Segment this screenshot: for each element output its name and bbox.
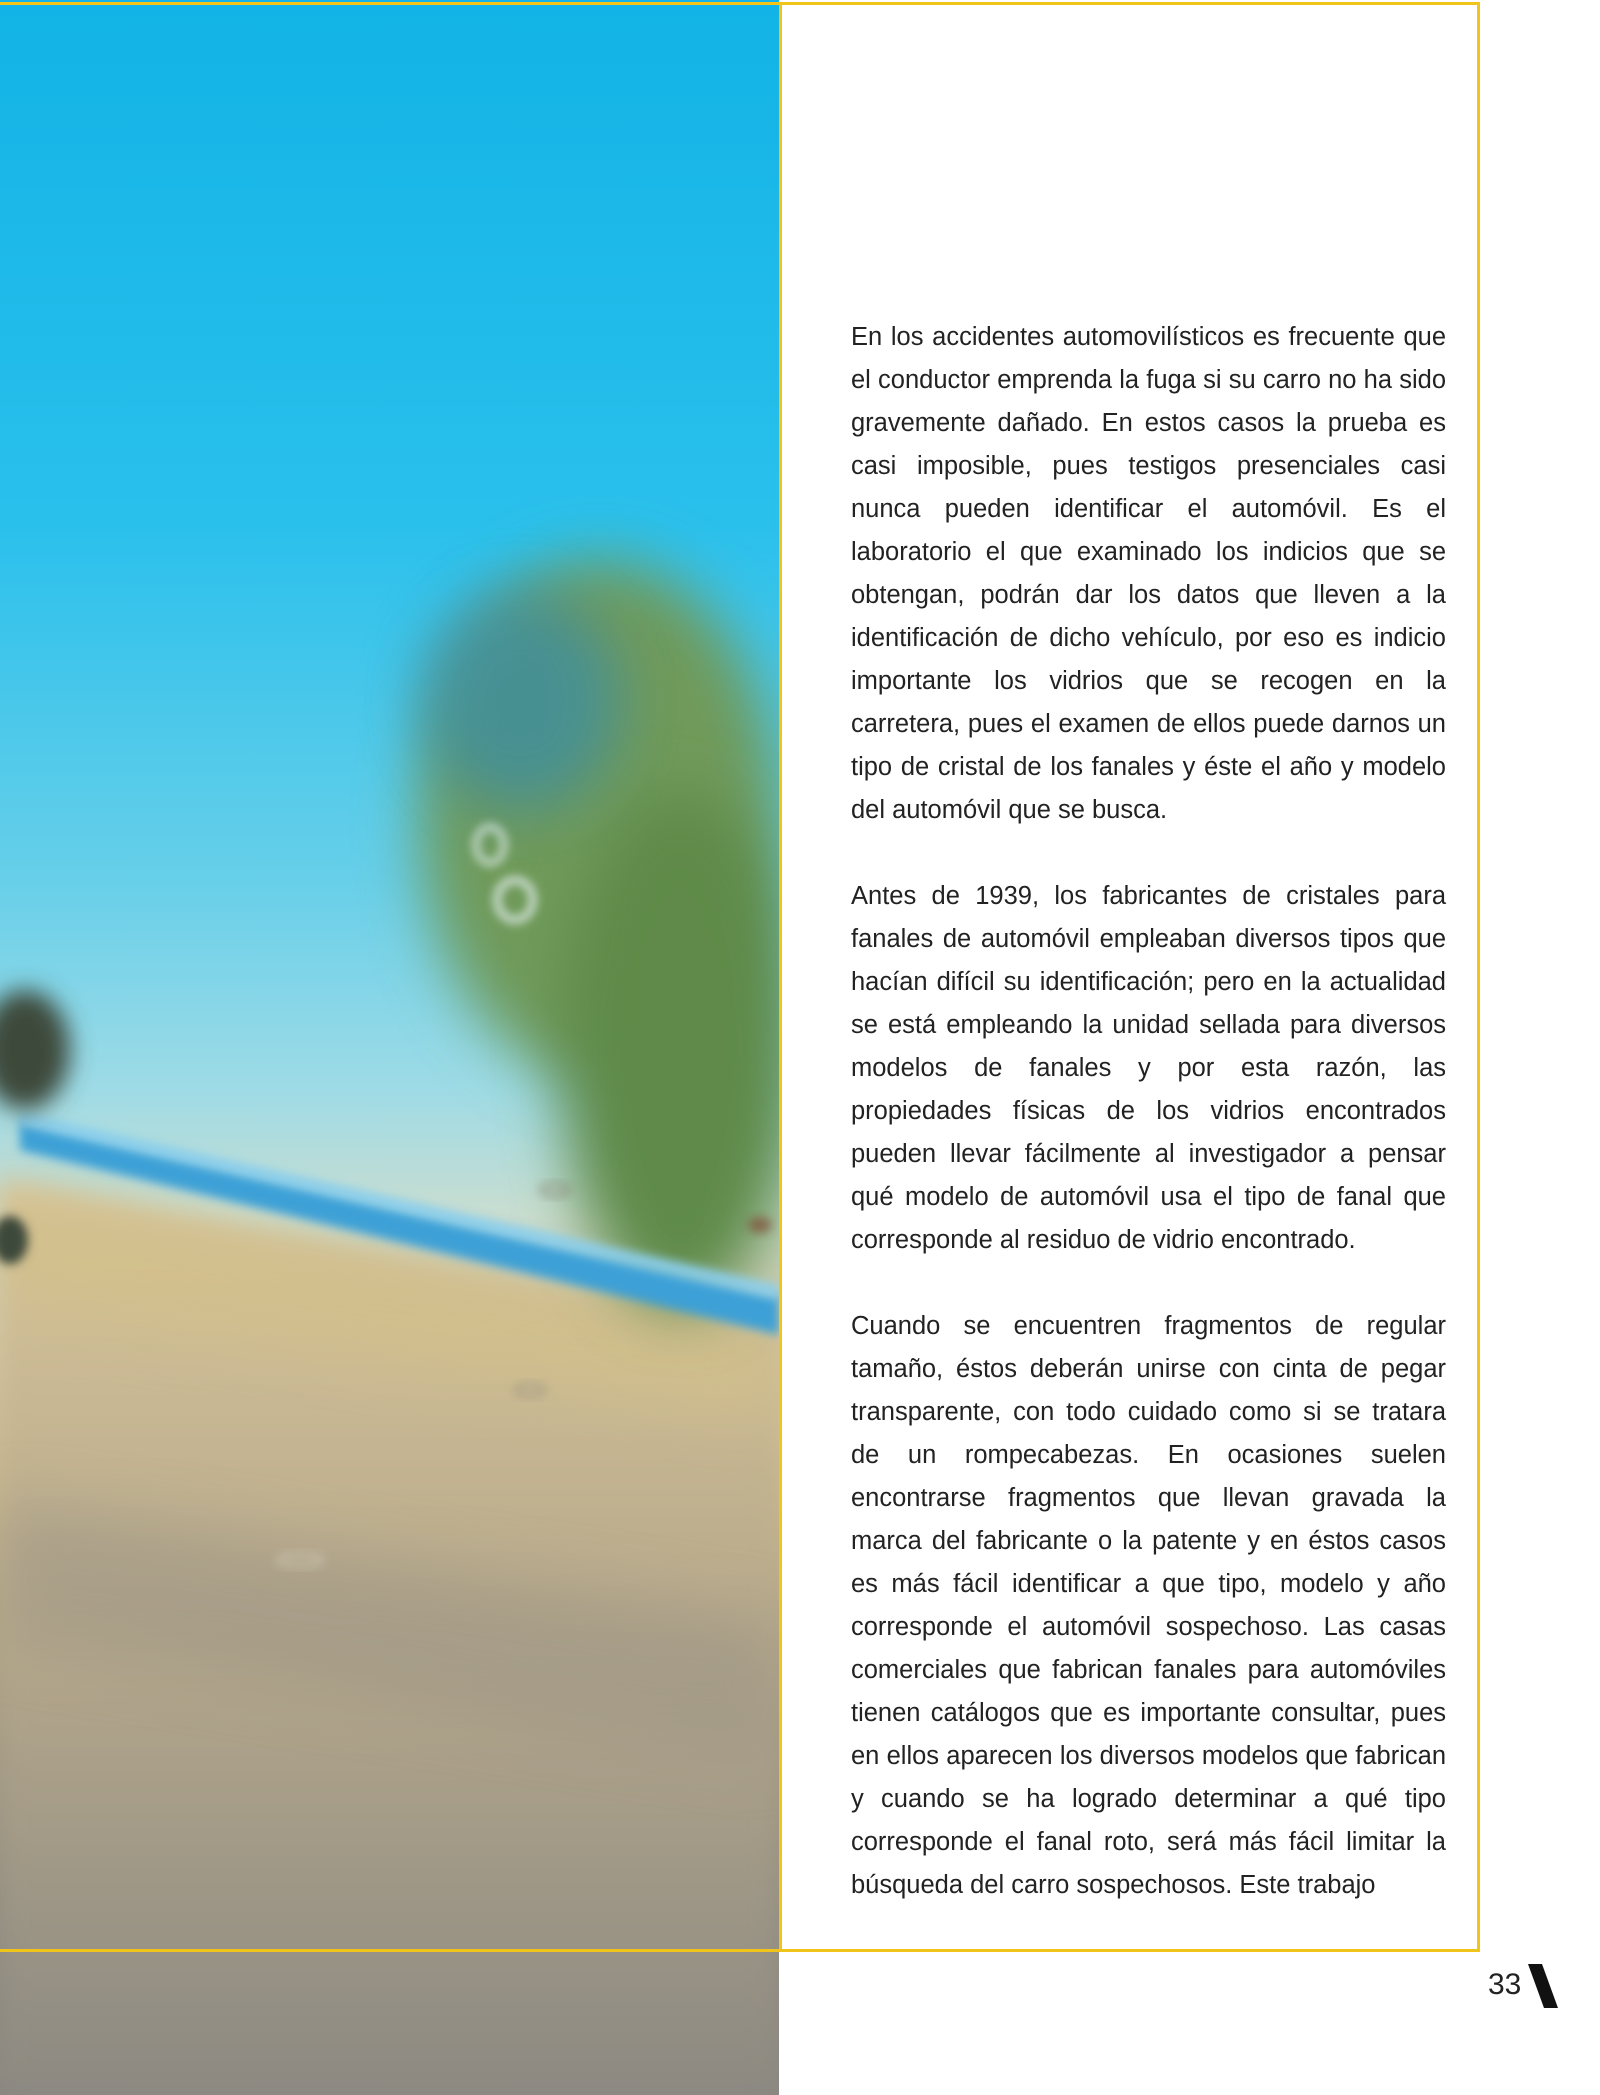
frame-top-line	[0, 2, 1480, 5]
frame-right-line	[1477, 2, 1480, 1952]
frame-left-line	[779, 2, 782, 1952]
page-mark-icon	[1526, 1962, 1560, 2010]
blurred-road-photo	[0, 0, 779, 2095]
paragraph-3: Cuando se encuentren fragmentos de regular tamaño, éstos deberán unirse con cinta de pegar transparente, con todo cuidado como si se tratara de un rompecabezas. En ocasiones suelen encontrarse fragmentos que llevan gravada la marca del fabricante o la patente y en éstos casos es más fácil identificar a que tipo, modelo y año corresponde el automóvil sospechoso. Las casas comerciales que fabrican fanales para automóviles tienen catálogos que es importante consultar, pues en ellos aparecen los diversos modelos que fabrican y cuando se ha logrado determinar a qué tipo corresponde el fanal roto, será más fácil limitar la búsqueda del carro sospechosos. Este trabajo	[851, 1312, 1446, 1899]
photo-illustration	[0, 0, 779, 2095]
page-number: 33	[1488, 1968, 1522, 2001]
paragraph-1: En los accidentes automovilísticos es frecuente que el conductor emprenda la fuga si su carro no ha sido gravemente dañado. En estos casos la prueba es casi imposible, pues testigos presenciales casi nunca pueden identificar el automóvil. Es el laboratorio el que examinado los indicios que se obtengan, podrán dar los datos que lleven a la identificación de dicho vehículo, por eso es indicio importante los vidrios que se recogen en la carretera, pues el examen de ellos puede darnos un tipo de cristal de los fanales y éste el año y modelo del automóvil que se busca.	[851, 323, 1446, 824]
paragraph-2: Antes de 1939, los fabricantes de cristales para fanales de automóvil empleaban diversos tipos que hacían difícil su identificación; pero en la actualidad se está empleando la unidad sellada para diversos modelos de fanales y por esta razón, las propiedades físicas de los vidrios encontrados pueden llevar fácilmente al investigador a pensar qué modelo de automóvil usa el tipo de fanal que corresponde al residuo de vidrio encontrado.	[851, 882, 1446, 1254]
article-text	[851, 316, 1446, 1950]
